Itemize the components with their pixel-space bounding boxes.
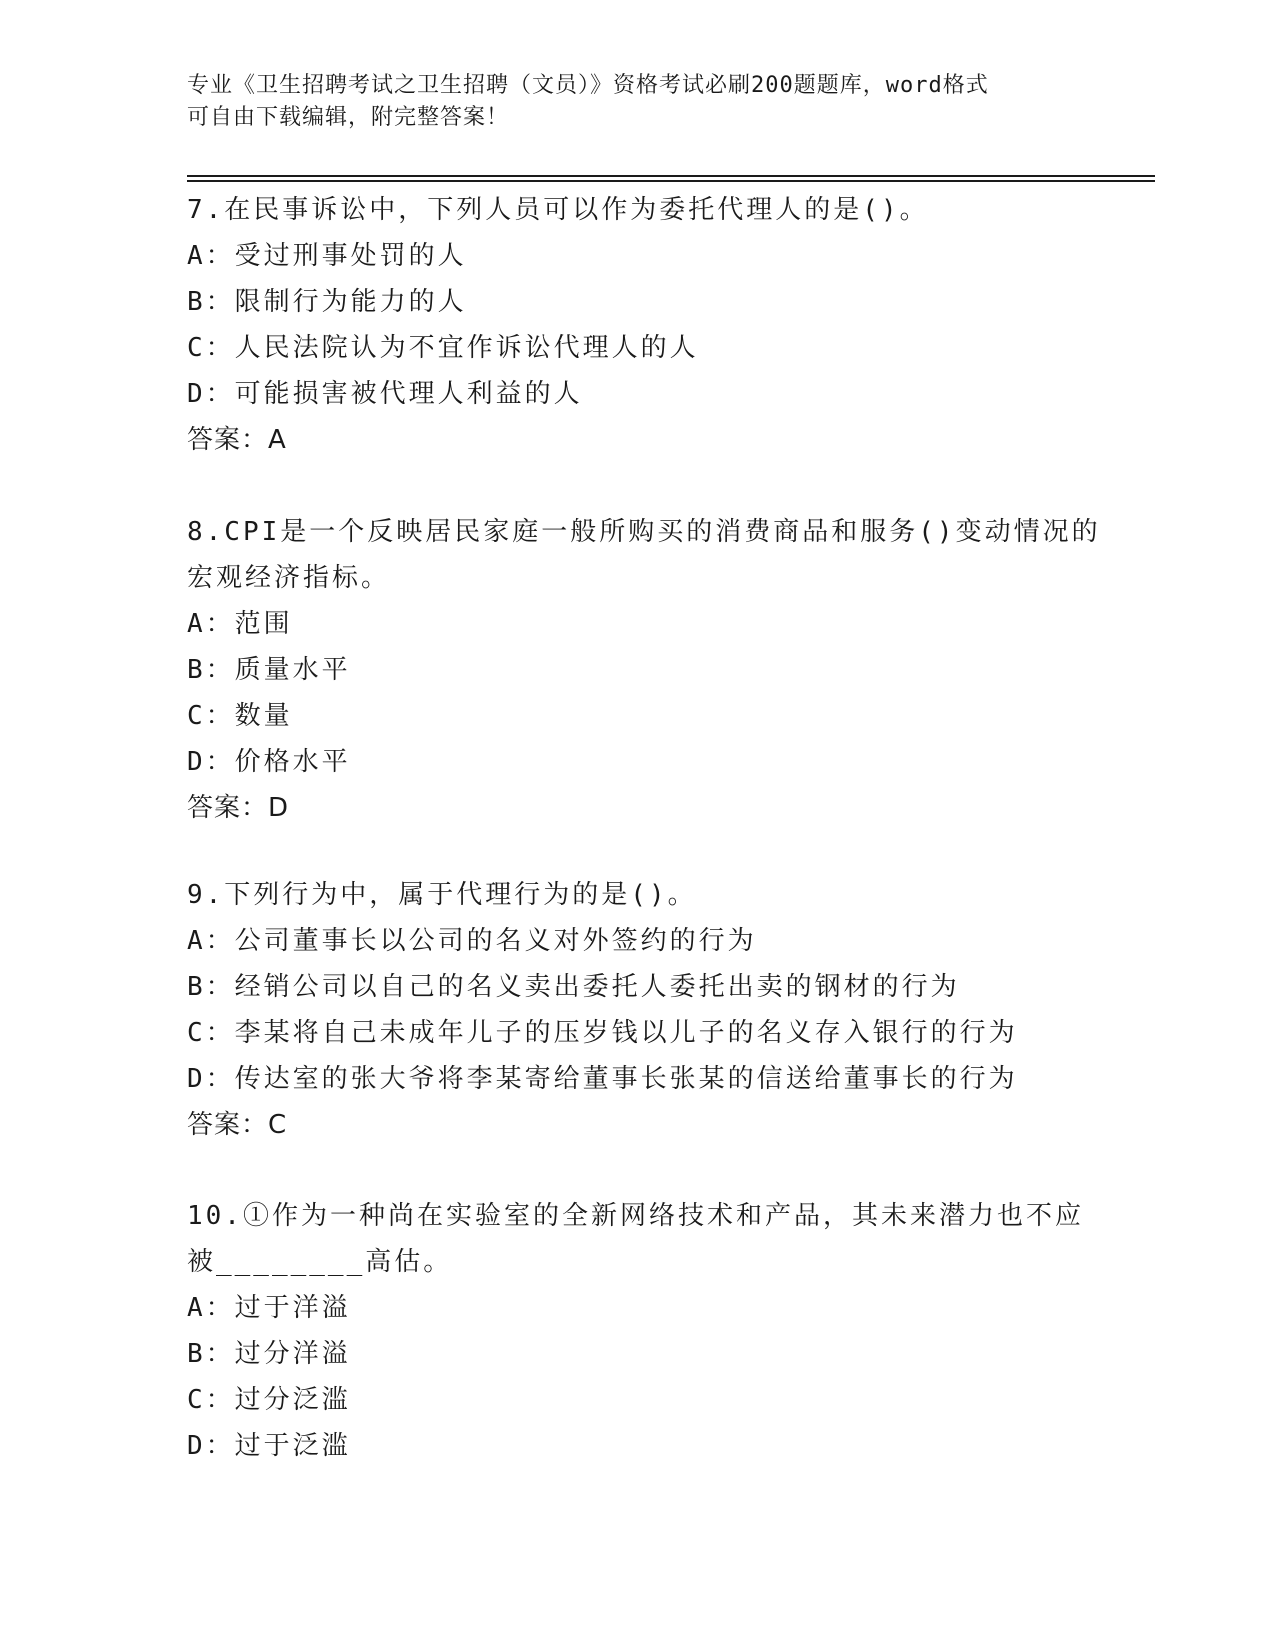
option-d: D：价格水平 [187, 747, 351, 777]
option-a: A：范围 [187, 609, 293, 639]
document-header [187, 70, 1087, 134]
question-stem-continued: 被________高估。 [187, 1247, 453, 1277]
question-stem-continued: 宏观经济指标。 [187, 563, 391, 593]
header-divider-bottom [187, 180, 1155, 182]
option-d: D：传达室的张大爷将李某寄给董事长张某的信送给董事长的行为 [187, 1064, 1018, 1094]
option-a: A：公司董事长以公司的名义对外签约的行为 [187, 926, 757, 956]
option-b: B：过分洋溢 [187, 1339, 351, 1369]
option-a: A：受过刑事处罚的人 [187, 241, 467, 271]
question-block-9 [187, 872, 1087, 1148]
question-stem: 10.①作为一种尚在实验室的全新网络技术和产品，其未来潜力也不应 [187, 1201, 1084, 1231]
answer-label: 答案：C [187, 1110, 288, 1140]
answer-label: 答案：A [187, 425, 287, 455]
option-c: C：过分泛滥 [187, 1385, 351, 1415]
option-b: B：限制行为能力的人 [187, 287, 467, 317]
question-block-10 [187, 1193, 1087, 1469]
option-b: B：质量水平 [187, 655, 351, 685]
header-line-2: 可自由下载编辑，附完整答案！ [187, 105, 510, 130]
option-c: C：人民法院认为不宜作诉讼代理人的人 [187, 333, 699, 363]
option-d: D：可能损害被代理人利益的人 [187, 379, 583, 409]
question-block-8 [187, 509, 1101, 831]
option-b: B：经销公司以自己的名义卖出委托人委托出卖的钢材的行为 [187, 972, 960, 1002]
answer-label: 答案：D [187, 793, 290, 823]
option-a: A：过于洋溢 [187, 1293, 351, 1323]
question-stem: 7.在民事诉讼中，下列人员可以作为委托代理人的是()。 [187, 195, 929, 225]
option-d: D：过于泛滥 [187, 1431, 351, 1461]
option-c: C：数量 [187, 701, 293, 731]
option-c: C：李某将自己未成年儿子的压岁钱以儿子的名义存入银行的行为 [187, 1018, 1018, 1048]
header-line-1: 专业《卫生招聘考试之卫生招聘（文员）》资格考试必刷200题题库，word格式 [187, 73, 989, 98]
question-block-7 [187, 187, 1087, 463]
question-stem: 9.下列行为中，属于代理行为的是()。 [187, 880, 697, 910]
question-stem: 8.CPI是一个反映居民家庭一般所购买的消费商品和服务()变动情况的 [187, 517, 1101, 547]
header-divider-top [187, 175, 1155, 177]
